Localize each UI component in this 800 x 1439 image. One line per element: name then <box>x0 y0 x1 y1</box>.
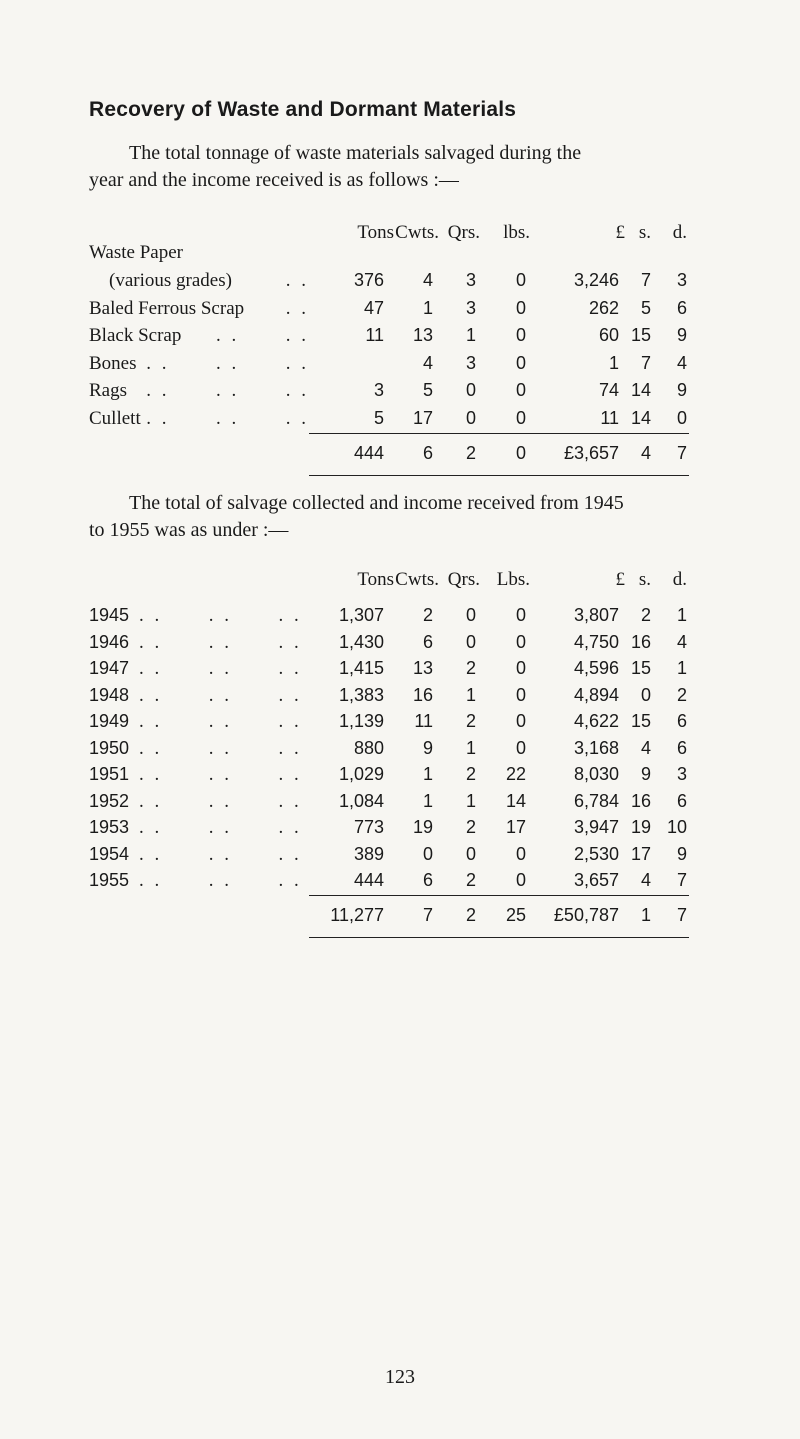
shillings-cell: 14 <box>630 407 651 428</box>
leader-dots: . . . . . . <box>139 843 302 865</box>
lbs-cell: 17 <box>505 817 526 837</box>
cwts-cell: 4 <box>422 270 433 290</box>
cwts-cell: 6 <box>422 443 433 463</box>
qrs-cell: 0 <box>465 631 476 652</box>
table-total-row <box>89 905 689 931</box>
qrs-cell: 3 <box>465 297 476 318</box>
shillings-cell: 2 <box>640 605 651 625</box>
cwts-header: Cwts. <box>395 222 439 243</box>
lbs-cell: 0 <box>515 631 526 652</box>
year-label: 1950 <box>89 737 130 758</box>
cwts-cell: 6 <box>422 870 433 890</box>
pounds-cell: 74 <box>598 380 619 400</box>
year-label: 1954 <box>89 843 130 864</box>
qrs-cell: 2 <box>465 764 476 784</box>
pounds-cell: 3,246 <box>573 270 619 290</box>
pence-cell: 2 <box>676 684 687 705</box>
year-label: 1947 <box>89 658 130 678</box>
year-label: 1945 <box>89 605 130 625</box>
pence-cell: 6 <box>676 297 687 318</box>
qrs-cell: 0 <box>465 380 476 400</box>
shillings-cell: 5 <box>640 297 651 318</box>
cwts-cell: 4 <box>422 352 433 373</box>
row-label: Bones <box>89 352 137 374</box>
table-row <box>89 844 689 870</box>
qrs-cell: 2 <box>465 443 476 463</box>
tons-cell: 1,415 <box>338 658 384 678</box>
pence-cell: 9 <box>676 843 687 864</box>
shillings-cell: 14 <box>630 380 651 400</box>
table-row <box>89 870 689 896</box>
shillings-cell: 7 <box>640 270 651 290</box>
tons-cell: 1,430 <box>338 631 384 652</box>
leader-dots: . . . . . . <box>146 380 309 401</box>
leader-dots: . . . . . . <box>139 711 302 732</box>
pence-cell: 9 <box>676 325 687 345</box>
table-row <box>89 685 689 711</box>
pounds-cell: 6,784 <box>573 790 619 811</box>
pence-cell: 7 <box>676 443 687 463</box>
pounds-cell: 3,657 <box>573 870 619 890</box>
pence-cell: 7 <box>676 904 687 925</box>
shillings-header: s. <box>638 222 651 243</box>
year-label: 1951 <box>89 764 130 784</box>
table-row <box>89 270 689 296</box>
pounds-header: £ <box>615 569 625 590</box>
lbs-cell: 0 <box>515 684 526 705</box>
pence-cell: 3 <box>676 270 687 290</box>
cwts-cell: 13 <box>412 325 433 345</box>
page-number: 123 <box>385 1366 415 1388</box>
lbs-header: lbs. <box>503 222 530 243</box>
leader-dots: . . . . . . <box>139 684 302 706</box>
lbs-cell: 0 <box>515 352 526 373</box>
pence-header: d. <box>672 222 687 243</box>
tons-cell: 11,277 <box>330 904 384 925</box>
table-row <box>89 632 689 658</box>
pounds-cell: 4,750 <box>573 631 619 652</box>
tons-cell: 47 <box>363 297 384 318</box>
shillings-cell: 15 <box>630 658 651 678</box>
leader-dots: . . . . . . <box>139 764 302 785</box>
qrs-cell: 3 <box>465 270 476 290</box>
pounds-header: £ <box>615 222 625 243</box>
table-row <box>89 408 689 434</box>
qrs-cell: 1 <box>465 325 476 345</box>
pounds-cell: £50,787 <box>553 904 619 925</box>
pence-cell: 3 <box>676 764 687 784</box>
shillings-cell: 19 <box>630 817 651 837</box>
leader-dots: . . . . . . <box>146 352 309 374</box>
cwts-cell: 13 <box>412 658 433 678</box>
shillings-cell: 16 <box>630 631 651 652</box>
leader-dots: . . . . . . <box>139 817 302 838</box>
leader-dots: . . . . . . <box>139 870 302 891</box>
year-label: 1946 <box>89 631 130 652</box>
pence-cell: 1 <box>676 605 687 625</box>
year-label: 1949 <box>89 711 130 731</box>
intro-line: The total of salvage collected and income received from 1945 <box>129 492 624 514</box>
table-row <box>89 605 689 631</box>
lbs-cell: 0 <box>515 380 526 400</box>
cwts-cell: 5 <box>422 380 433 400</box>
cwts-cell: 17 <box>412 407 433 428</box>
lbs-cell: 0 <box>515 443 526 463</box>
total-rule-top <box>309 895 689 896</box>
cwts-cell: 11 <box>414 711 433 731</box>
cwts-cell: 9 <box>422 737 433 758</box>
pence-header: d. <box>672 569 687 590</box>
shillings-cell: 7 <box>640 352 651 373</box>
pounds-cell: 4,596 <box>573 658 619 678</box>
table-row <box>89 658 689 684</box>
shillings-cell: 4 <box>640 737 651 758</box>
table-row <box>89 791 689 817</box>
tons-cell: 1,383 <box>338 684 384 705</box>
tons-cell: 1,029 <box>338 764 384 784</box>
pence-cell: 10 <box>666 817 687 837</box>
leader-dots: . . . . . . <box>139 658 302 679</box>
tons-cell: 444 <box>353 443 384 463</box>
lbs-cell: 25 <box>505 904 526 925</box>
qrs-cell: 1 <box>465 684 476 705</box>
pounds-cell: 4,894 <box>573 684 619 705</box>
shillings-header: s. <box>638 569 651 590</box>
pence-cell: 6 <box>676 737 687 758</box>
tons-cell: 880 <box>353 737 384 758</box>
cwts-cell: 6 <box>422 631 433 652</box>
lbs-cell: 0 <box>515 407 526 428</box>
tons-cell: 11 <box>365 325 384 345</box>
leader-dots: . . <box>285 297 309 319</box>
leader-dots: . . . . . . <box>146 407 309 429</box>
qrs-cell: 1 <box>465 790 476 811</box>
pence-cell: 4 <box>676 631 687 652</box>
pence-cell: 4 <box>676 352 687 373</box>
lbs-cell: 0 <box>515 658 526 678</box>
year-label: 1952 <box>89 790 130 811</box>
pounds-cell: 11 <box>600 407 619 428</box>
cwts-cell: 19 <box>412 817 433 837</box>
pounds-cell: 3,168 <box>573 737 619 758</box>
pence-cell: 6 <box>676 711 687 731</box>
shillings-cell: 15 <box>630 711 651 731</box>
total-rule-bottom <box>309 475 689 476</box>
table-row <box>89 764 689 790</box>
table-row <box>89 353 689 379</box>
pounds-cell: 60 <box>598 325 619 345</box>
qrs-cell: 2 <box>465 711 476 731</box>
shillings-cell: 16 <box>630 790 651 811</box>
leader-dots: . . . . . . <box>139 737 302 759</box>
qrs-header: Qrs. <box>447 222 480 243</box>
leader-dots: . . <box>285 270 309 291</box>
pence-cell: 7 <box>676 870 687 890</box>
lbs-cell: 0 <box>515 605 526 625</box>
row-label: Rags <box>89 380 127 401</box>
pence-cell: 0 <box>676 407 687 428</box>
year-label: 1953 <box>89 817 130 837</box>
row-label: (various grades) <box>109 270 232 291</box>
shillings-cell: 15 <box>630 325 651 345</box>
pence-cell: 9 <box>676 380 687 400</box>
table-total-row <box>89 443 689 469</box>
cwts-cell: 1 <box>422 790 433 811</box>
intro-line: The total tonnage of waste materials salvaged during the <box>129 142 582 164</box>
pounds-cell: 1 <box>608 352 619 373</box>
cwts-cell: 0 <box>422 843 433 864</box>
qrs-cell: 0 <box>465 843 476 864</box>
cwts-cell: 1 <box>422 764 433 784</box>
qrs-cell: 2 <box>465 904 476 925</box>
intro-paragraph-1 <box>89 140 689 194</box>
total-rule-top <box>309 433 689 434</box>
shillings-cell: 4 <box>640 870 651 890</box>
qrs-cell: 2 <box>465 870 476 890</box>
table-row <box>89 817 689 843</box>
lbs-cell: 0 <box>515 325 526 345</box>
row-label: Baled Ferrous Scrap <box>89 297 245 319</box>
leader-dots: . . . . . . <box>139 790 302 812</box>
lbs-cell: 14 <box>505 790 526 811</box>
tons-cell: 389 <box>353 843 384 864</box>
pounds-cell: 8,030 <box>573 764 619 784</box>
lbs-cell: 0 <box>515 870 526 890</box>
lbs-cell: 0 <box>515 270 526 290</box>
shillings-cell: 17 <box>630 843 651 864</box>
pounds-cell: 3,947 <box>573 817 619 837</box>
qrs-cell: 2 <box>465 658 476 678</box>
pence-cell: 6 <box>676 790 687 811</box>
cwts-header: Cwts. <box>395 569 439 590</box>
pounds-cell: 3,807 <box>573 605 619 625</box>
lbs-header: Lbs. <box>496 569 530 590</box>
lbs-cell: 0 <box>515 711 526 731</box>
tons-cell: 1,307 <box>338 605 384 625</box>
shillings-cell: 1 <box>640 904 651 925</box>
row-label: Cullett <box>89 407 141 429</box>
pounds-cell: £3,657 <box>563 443 619 463</box>
shillings-cell: 9 <box>640 764 651 784</box>
leader-dots: . . . . <box>216 325 309 346</box>
shillings-cell: 4 <box>640 443 651 463</box>
year-label: 1948 <box>89 684 130 705</box>
cwts-cell: 1 <box>422 297 433 318</box>
table-row <box>89 738 689 764</box>
qrs-header: Qrs. <box>447 569 480 590</box>
cwts-cell: 7 <box>422 904 433 925</box>
tons-cell: 1,139 <box>338 711 384 731</box>
intro-line: to 1955 was as under :— <box>89 519 289 541</box>
table-row <box>89 298 689 324</box>
pence-cell: 1 <box>676 658 687 678</box>
intro-line: year and the income received is as follows :— <box>89 169 459 191</box>
table-row <box>89 325 689 351</box>
intro-paragraph-2 <box>89 490 689 544</box>
qrs-cell: 3 <box>465 352 476 373</box>
tons-header: Tons <box>357 222 394 243</box>
pounds-cell: 4,622 <box>573 711 619 731</box>
cwts-cell: 16 <box>412 684 433 705</box>
row-label: Waste Paper <box>89 242 183 263</box>
qrs-cell: 0 <box>465 605 476 625</box>
cwts-cell: 2 <box>422 605 433 625</box>
shillings-cell: 0 <box>640 684 651 705</box>
lbs-cell: 22 <box>505 764 526 784</box>
tons-cell: 773 <box>353 817 384 837</box>
lbs-cell: 0 <box>515 843 526 864</box>
table-row <box>89 711 689 737</box>
table-row <box>89 380 689 406</box>
lbs-cell: 0 <box>515 737 526 758</box>
leader-dots: . . . . . . <box>139 605 302 626</box>
qrs-cell: 1 <box>465 737 476 758</box>
qrs-cell: 0 <box>465 407 476 428</box>
page-title: Recovery of Waste and Dormant Materials <box>89 98 517 121</box>
tons-header: Tons <box>357 569 394 590</box>
tons-cell: 1,084 <box>338 790 384 811</box>
pounds-cell: 262 <box>588 297 619 318</box>
tons-cell: 376 <box>353 270 384 290</box>
total-rule-bottom <box>309 937 689 938</box>
pounds-cell: 2,530 <box>573 843 619 864</box>
lbs-cell: 0 <box>515 297 526 318</box>
tons-cell: 3 <box>373 380 384 400</box>
year-label: 1955 <box>89 870 130 890</box>
qrs-cell: 2 <box>465 817 476 837</box>
tons-cell: 5 <box>373 407 384 428</box>
tons-cell: 444 <box>353 870 384 890</box>
table-header-row <box>89 569 689 595</box>
row-label: Black Scrap <box>89 325 182 346</box>
leader-dots: . . . . . . <box>139 631 302 653</box>
